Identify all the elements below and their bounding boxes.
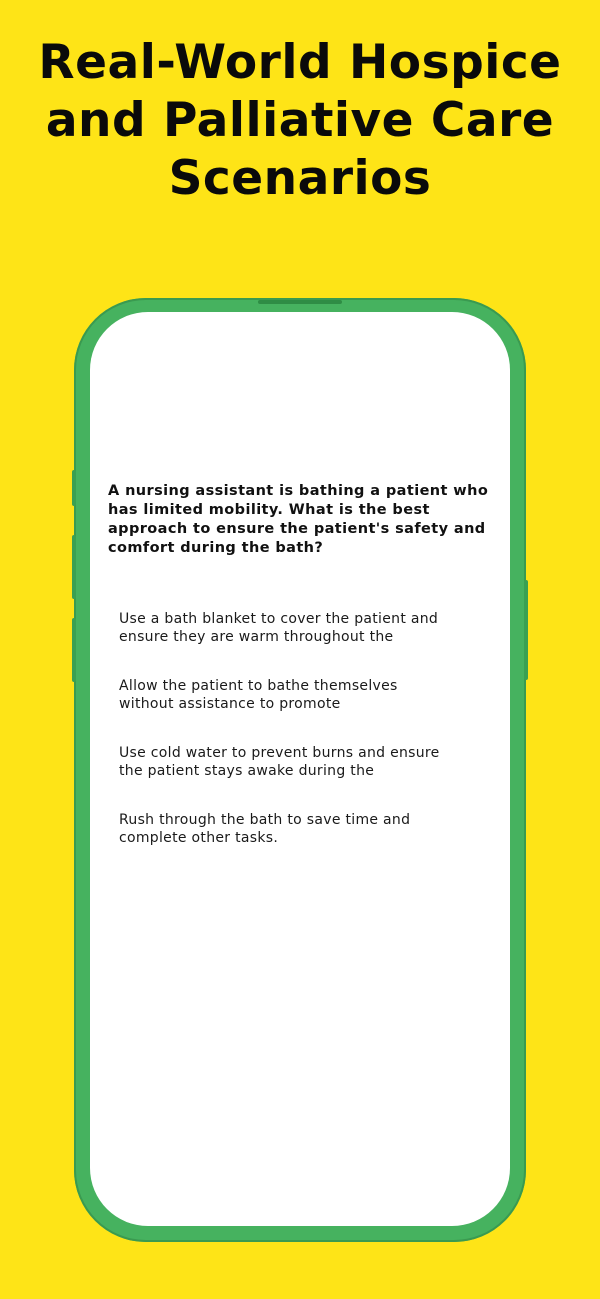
headline-line-3: Scenarios: [168, 151, 432, 206]
phone-screen: [90, 312, 510, 1226]
phone-speaker-grille: [258, 300, 342, 304]
answer-option-label: Rush through the bath to save time and complete other tasks.: [119, 812, 411, 846]
answer-option-label: Use cold water to prevent burns and ensure the patient stays awake during the: [119, 745, 440, 779]
promo-headline: [0, 34, 600, 208]
phone-mute-switch: [72, 470, 76, 506]
answer-option-1[interactable]: [119, 610, 449, 677]
quiz-question: A nursing assistant is bathing a patient who has limited mobility. What is the best approach to ensure the patient's safety and comfort during the bath?: [108, 483, 489, 556]
headline-line-2: and Palliative Care: [45, 93, 555, 148]
answer-option-3[interactable]: [119, 744, 449, 811]
answer-options-list: [119, 610, 449, 878]
answer-option-label: Allow the patient to bathe themselves without assistance to promote: [119, 678, 398, 712]
answer-option-4[interactable]: [119, 811, 449, 878]
phone-volume-down-button: [72, 618, 76, 682]
phone-volume-up-button: [72, 535, 76, 599]
answer-option-label: Use a bath blanket to cover the patient and ensure they are warm throughout the: [119, 611, 439, 645]
answer-option-2[interactable]: [119, 677, 449, 744]
phone-power-button: [524, 580, 528, 680]
headline-line-1: Real-World Hospice: [38, 35, 562, 90]
